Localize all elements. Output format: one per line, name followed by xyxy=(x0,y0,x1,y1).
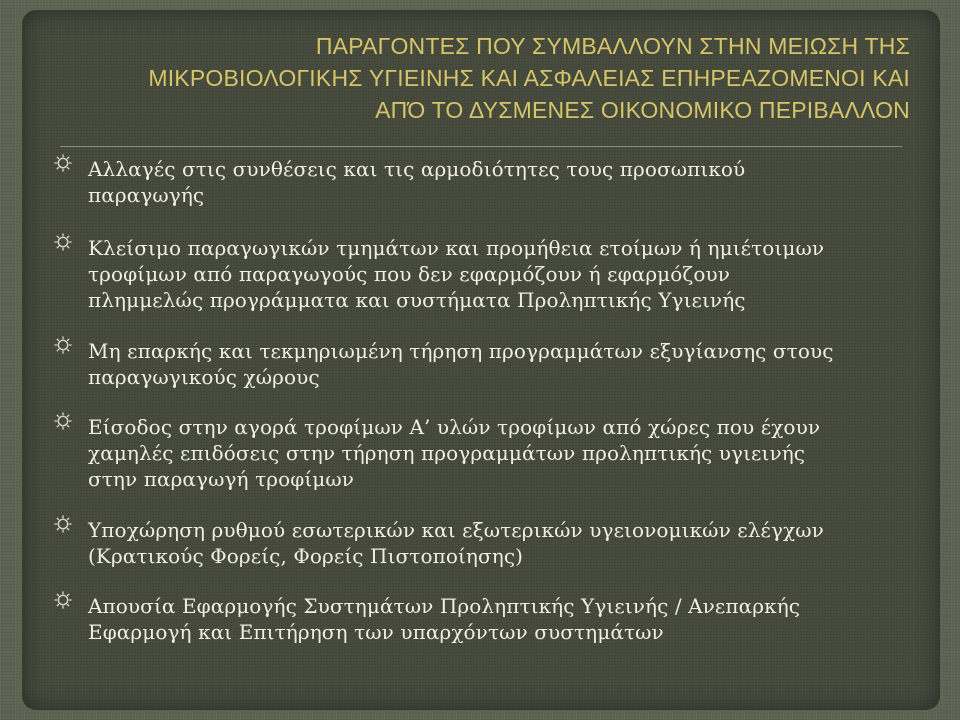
bullet-text xyxy=(88,338,918,390)
bullet-line: Υποχώρηση ρυθμού εσωτερικών και εξωτερικών υγειονομικών ελέγχων xyxy=(88,518,824,542)
bullet-line: χαμηλές επιδόσεις στην τήρηση προγραμμάτων προληπτικής υγιεινής xyxy=(88,441,806,465)
sun-bullet-icon xyxy=(54,515,72,533)
bullet-text xyxy=(88,414,918,492)
sun-bullet-icon xyxy=(54,154,72,172)
bullet-text xyxy=(88,593,918,645)
slide-title xyxy=(60,30,910,126)
bullet-line: Εφαρμογή και Επιτήρηση των υπαρχόντων συστημάτων xyxy=(88,620,664,644)
sun-bullet-icon xyxy=(54,336,72,354)
title-line: ΑΠΌ ΤΟ ΔΥΣΜΕΝΕΣ ΟΙΚΟΝΟΜΙΚΟ ΠΕΡΙΒΑΛΛΟΝ xyxy=(375,97,910,123)
bullet-text xyxy=(88,156,918,208)
bullet-line: παραγωγικούς χώρους xyxy=(88,365,320,389)
bullet-text xyxy=(88,235,918,313)
bullet-line: Απουσία Εφαρμογής Συστημάτων Προληπτικής Υγιεινής / Ανεπαρκής xyxy=(88,594,801,618)
sun-bullet-icon xyxy=(54,591,72,609)
title-divider xyxy=(60,146,902,147)
bullet-line: πλημμελώς προγράμματα και συστήματα Προληπτικής Υγιεινής xyxy=(88,288,746,312)
sun-bullet-icon xyxy=(54,233,72,251)
bullet-text xyxy=(88,517,918,569)
bullet-line: Κλείσιμο παραγωγικών τμημάτων και προμήθεια ετοίμων ή ημιέτοιμων xyxy=(88,236,825,260)
title-line: ΠΑΡΑΓΟΝΤΕΣ ΠΟΥ ΣΥΜΒΑΛΛΟΥΝ ΣΤΗΝ ΜΕΙΩΣΗ ΤΗΣ xyxy=(315,33,910,59)
title-line: ΜΙΚΡΟΒΙΟΛΟΓΙΚΗΣ ΥΓΙΕΙΝΗΣ ΚΑΙ ΑΣΦΑΛΕΙΑΣ ΕΠΗΡΕΑΖΟΜΕΝΟΙ ΚΑΙ xyxy=(148,65,910,91)
bullet-line: Αλλαγές στις συνθέσεις και τις αρμοδιότητες τους προσωπικού xyxy=(88,157,746,181)
sun-bullet-icon xyxy=(54,412,72,430)
bullet-line: (Κρατικούς Φορείς, Φορείς Πιστοποίησης) xyxy=(88,544,524,568)
bullet-line: Είσοδος στην αγορά τροφίμων Α’ υλών τροφίμων από χώρες που έχουν xyxy=(88,415,821,439)
bullet-line: στην παραγωγή τροφίμων xyxy=(88,467,355,491)
bullet-line: παραγωγής xyxy=(88,183,205,207)
bullet-line: Μη επαρκής και τεκμηριωμένη τήρηση προγραμμάτων εξυγίανσης στους xyxy=(88,339,834,363)
bullet-line: τροφίμων από παραγωγούς που δεν εφαρμόζουν ή εφαρμόζουν xyxy=(88,262,731,286)
